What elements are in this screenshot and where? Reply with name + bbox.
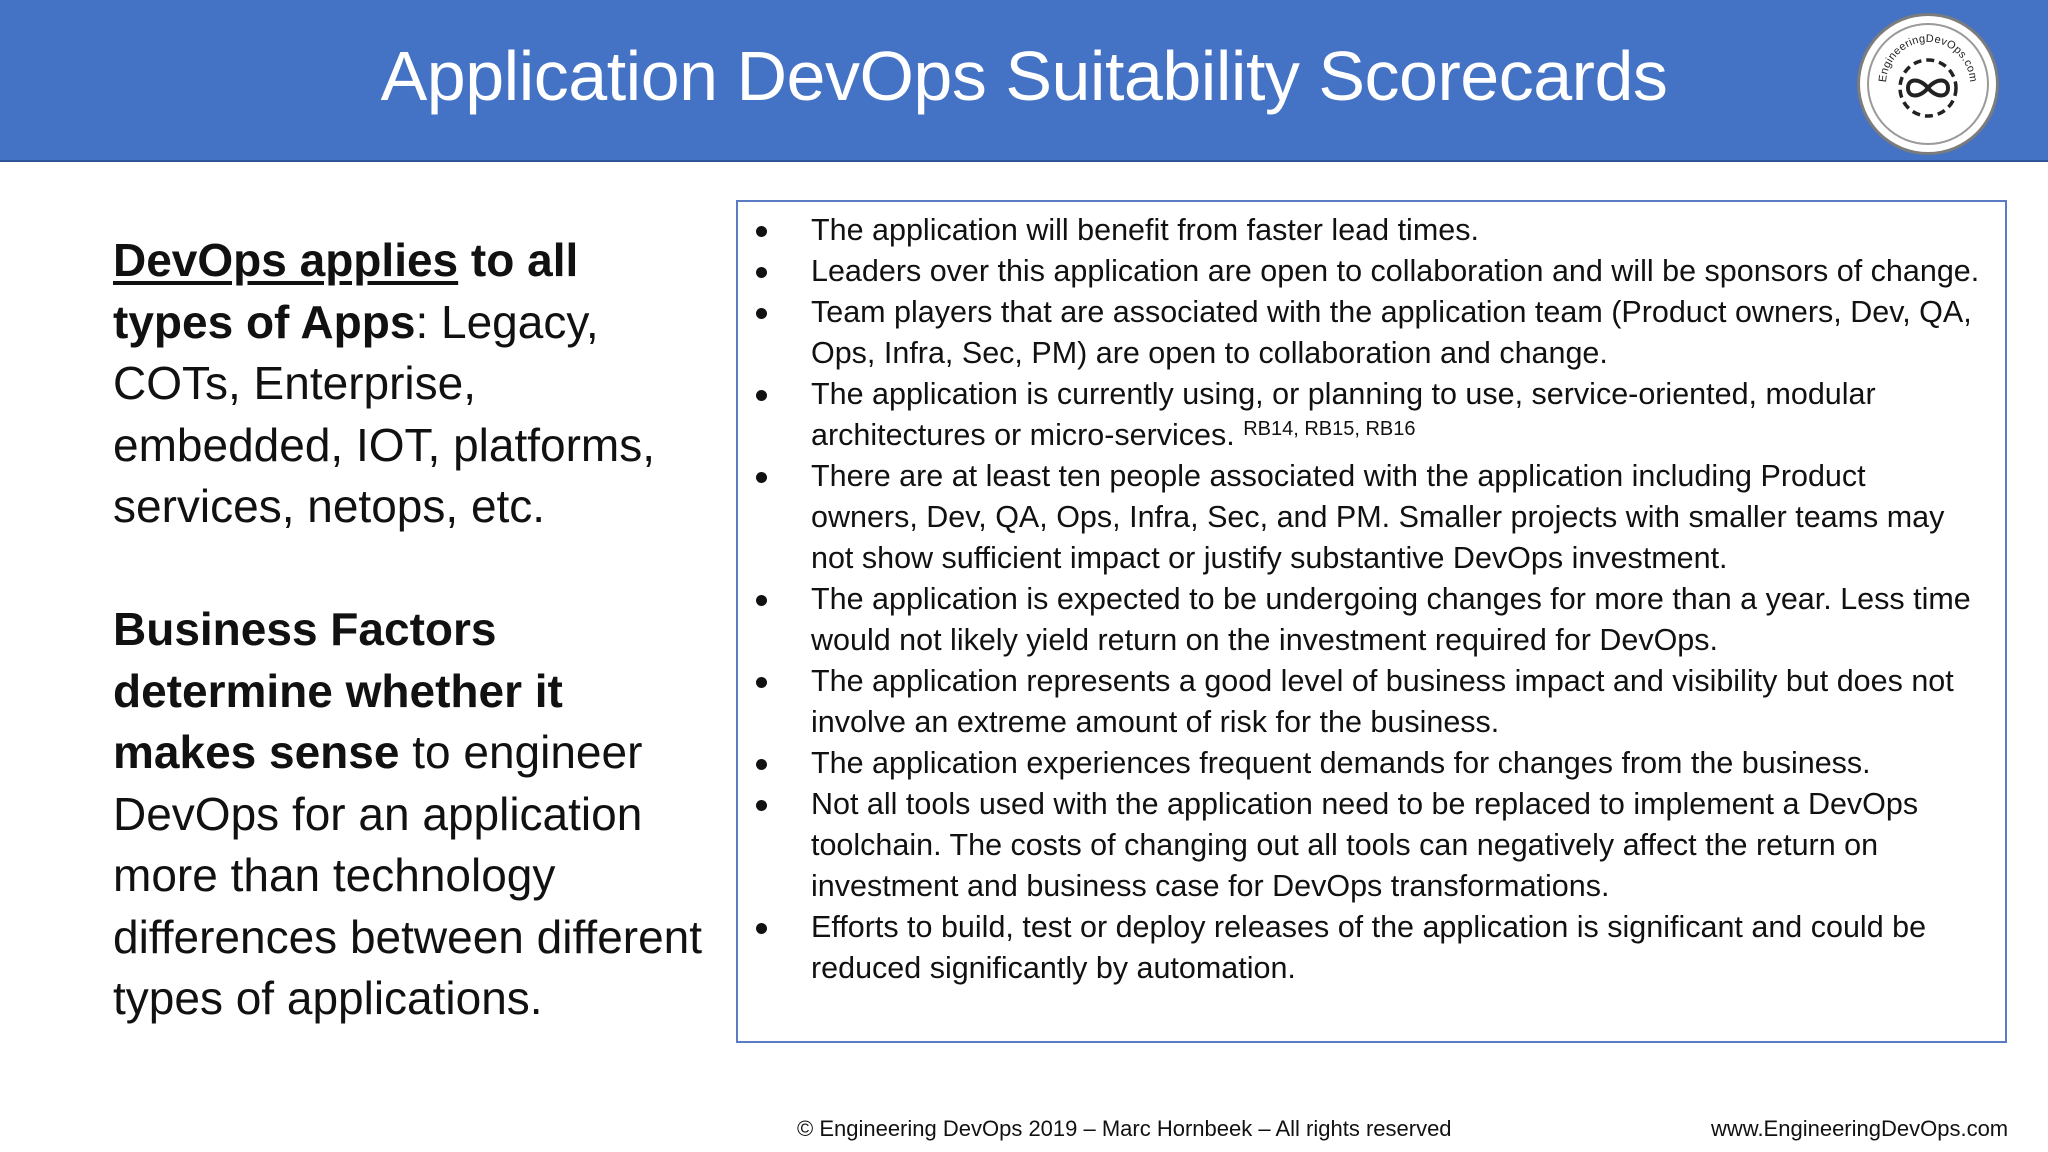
engineering-devops-logo [1860, 16, 1996, 152]
criteria-text: The application experiences frequent demands for changes from the business. [811, 746, 1871, 780]
bullet-icon [756, 759, 767, 770]
bullet-icon [756, 267, 767, 278]
criteria-item [738, 456, 1998, 579]
bullet-icon [756, 226, 767, 237]
criteria-text: There are at least ten people associated with the application including Product owners, Dev, QA, Ops, Infra, Sec, and PM. Smaller projects with smaller teams may not show sufficient impact or justify substantive DevOps investment. [811, 459, 1945, 575]
criteria-item [738, 292, 1998, 374]
apps-paragraph [113, 230, 703, 538]
business-factors-detail: to engineer DevOps for an application more than technology differences between different types of applications. [113, 726, 703, 1024]
criteria-text: Efforts to build, test or deploy releases of the application is significant and could be reduced significantly by automation. [811, 910, 1927, 985]
criteria-text: Not all tools used with the application need to be replaced to implement a DevOps toolchain. The costs of changing out all tools can negatively affect the return on investment and business case for DevOps transformations. [811, 787, 1919, 903]
left-summary [113, 230, 703, 1030]
criteria-item [738, 579, 1998, 661]
criteria-item [738, 661, 1998, 743]
criteria-item [738, 784, 1998, 907]
bullet-icon [756, 390, 767, 401]
criteria-text: The application is currently using, or planning to use, service-oriented, modular architectures or micro-services. [811, 377, 1876, 452]
all-app-types-phrase: to all types of Apps [113, 234, 579, 348]
slide-title: Application DevOps Suitability Scorecards [380, 37, 1668, 115]
criteria-list [738, 210, 1998, 989]
business-factors-paragraph [113, 599, 703, 1030]
criteria-item [738, 210, 1998, 251]
bullet-icon [756, 308, 767, 319]
reference-tag: RB14, RB15, RB16 [1243, 418, 1416, 440]
bullet-icon [756, 472, 767, 483]
criteria-item [738, 251, 1998, 292]
criteria-text: The application will benefit from faster lead times. [811, 213, 1479, 247]
logo-graphic [1860, 16, 1996, 152]
criteria-item [738, 743, 1998, 784]
criteria-text: The application represents a good level of business impact and visibility but does not involve an extreme amount of risk for the business. [811, 664, 1954, 739]
criteria-text: Leaders over this application are open to collaboration and will be sponsors of change. [811, 254, 1980, 288]
criteria-text: The application is expected to be undergoing changes for more than a year. Less time would not likely yield return on the investment required for DevOps. [811, 582, 1971, 657]
criteria-text: Team players that are associated with the application team (Product owners, Dev, QA, Ops, Infra, Sec, PM) are open to collaboration and change. [811, 295, 1972, 370]
footer-url: www.EngineeringDevOps.com [1711, 1116, 2009, 1141]
criteria-item [738, 374, 1998, 456]
criteria-item [738, 907, 1998, 989]
criteria-box [736, 200, 2007, 1043]
logo-text: EngineeringDevOps.com [1876, 32, 1980, 83]
bullet-icon [756, 677, 767, 688]
app-types-list: : Legacy, COTs, Enterprise, embedded, IOT, platforms, services, netops, etc. [113, 295, 656, 532]
header-bar [0, 0, 2048, 162]
devops-applies-phrase: DevOps applies [113, 234, 459, 286]
footer-copyright: © Engineering DevOps 2019 – Marc Hornbeek – All rights reserved [797, 1116, 1452, 1141]
business-factors-phrase: Business Factors determine whether it makes sense [113, 603, 563, 778]
bullet-icon [756, 800, 767, 811]
bullet-icon [756, 923, 767, 934]
bullet-icon [756, 595, 767, 606]
